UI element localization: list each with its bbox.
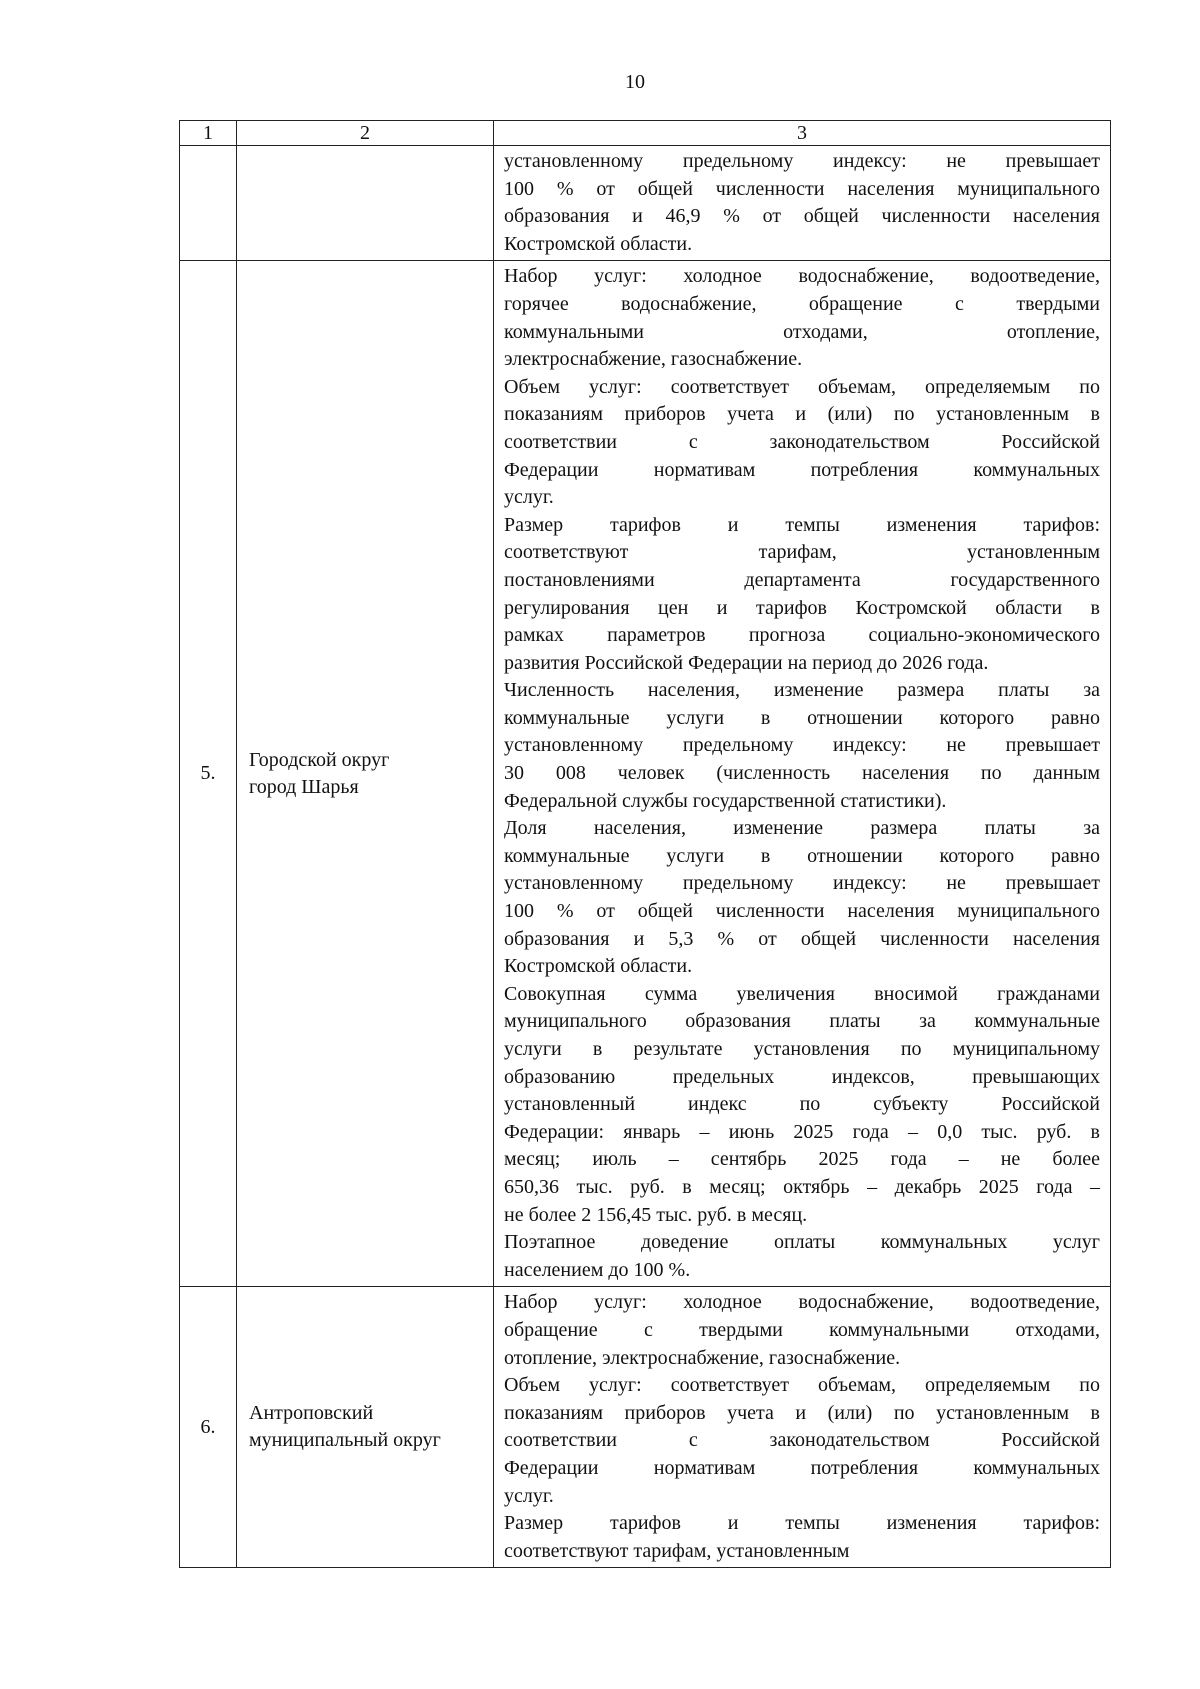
municipality-name bbox=[237, 146, 494, 261]
description-line: услуги в результате установления по муниципальному bbox=[504, 1038, 1100, 1060]
municipality-name-line: город Шарья bbox=[249, 775, 359, 798]
header-col-2: 2 bbox=[237, 121, 494, 146]
description-line: образованию предельных индексов, превышающих bbox=[504, 1065, 1100, 1088]
description-line: Объем услуг: соответствует объемам, определяемым по bbox=[504, 1374, 1100, 1397]
description-line: не более 2 156,45 тыс. руб. в месяц. bbox=[504, 1203, 808, 1226]
table-row bbox=[180, 261, 1111, 1287]
description-line: 650,36 тыс. руб. в месяц; октябрь – декабрь 2025 года – bbox=[504, 1175, 1100, 1198]
table-row bbox=[180, 1287, 1111, 1568]
description-line: Федерации: январь – июнь 2025 года – 0,0 тыс. руб. в bbox=[504, 1120, 1100, 1143]
row-number: 5. bbox=[180, 261, 237, 1287]
description-line: Объем услуг: соответствует объемам, определяемым по bbox=[504, 375, 1100, 398]
row-number: 6. bbox=[180, 1287, 237, 1568]
row-number bbox=[180, 146, 237, 261]
description-line: коммунальные услуги в отношении которого равно bbox=[504, 706, 1100, 729]
description-line: Численность населения, изменение размера платы за bbox=[504, 679, 1100, 702]
table-header-row bbox=[180, 121, 1111, 146]
description-line: услуг. bbox=[504, 486, 554, 509]
description-line: 100 % от общей численности населения муниципального bbox=[504, 177, 1100, 200]
description-line: Набор услуг: холодное водоснабжение, водоотведение, bbox=[504, 1291, 1100, 1314]
description-line: развития Российской Федерации на период до 2026 года. bbox=[504, 651, 989, 674]
description-line: коммунальными отходами, отопление, bbox=[504, 320, 1100, 343]
header-col-3: 3 bbox=[494, 121, 1111, 146]
description-line: 100 % от общей численности населения муниципального bbox=[504, 900, 1100, 923]
description-line: муниципального образования платы за коммунальные bbox=[504, 1010, 1100, 1033]
municipality-name bbox=[237, 261, 494, 1287]
description-line: соответствуют тарифам, установленным bbox=[504, 541, 1100, 564]
description-line: образования и 46,9 % от общей численности населения bbox=[504, 205, 1100, 228]
description-line: населением до 100 %. bbox=[504, 1258, 691, 1281]
description-line: горячее водоснабжение, обращение с твердыми bbox=[504, 292, 1100, 315]
description-line: соответствуют тарифам, установленным bbox=[504, 1539, 850, 1562]
municipality-name-line: Городской округ bbox=[249, 748, 390, 771]
page-number: 10 bbox=[625, 71, 645, 93]
description-line: услуг. bbox=[504, 1484, 554, 1507]
description-line: Доля населения, изменение размера платы за bbox=[504, 817, 1100, 840]
description-line: месяц; июль – сентябрь 2025 года – не более bbox=[504, 1148, 1100, 1171]
document-table bbox=[179, 120, 1111, 1568]
municipality-name bbox=[237, 1287, 494, 1568]
description-line: Костромской области. bbox=[504, 232, 693, 255]
municipality-name-line: Антроповский bbox=[249, 1402, 374, 1425]
description-line: постановлениями департамента государственного bbox=[504, 568, 1100, 591]
description-line: образования и 5,3 % от общей численности населения bbox=[504, 927, 1100, 950]
description-line: установленному предельному индексу: не превышает bbox=[504, 150, 1100, 172]
description-cell bbox=[494, 1287, 1111, 1568]
description-line: Поэтапное доведение оплаты коммунальных услуг bbox=[504, 1231, 1100, 1254]
description-line: регулирования цен и тарифов Костромской области в bbox=[504, 596, 1100, 619]
municipality-name-line: муниципальный округ bbox=[249, 1429, 441, 1452]
description-line: установленному предельному индексу: не превышает bbox=[504, 734, 1100, 757]
description-line: коммунальные услуги в отношении которого равно bbox=[504, 844, 1100, 867]
table-row bbox=[180, 146, 1111, 261]
description-line: отопление, электроснабжение, газоснабжение. bbox=[504, 1346, 901, 1369]
description-line: Размер тарифов и темпы изменения тарифов: bbox=[504, 513, 1100, 536]
description-line: Федерации нормативам потребления коммунальных bbox=[504, 458, 1100, 481]
description-line: соответствии с законодательством Российской bbox=[504, 430, 1100, 453]
description-line: обращение с твердыми коммунальными отходами, bbox=[504, 1318, 1100, 1341]
description-line: соответствии с законодательством Российской bbox=[504, 1429, 1100, 1452]
description-line: 30 008 человек (численность населения по данным bbox=[504, 762, 1100, 785]
description-line: Костромской области. bbox=[504, 955, 693, 978]
description-line: Федерации нормативам потребления коммунальных bbox=[504, 1456, 1100, 1479]
description-line: показаниям приборов учета и (или) по установленным в bbox=[504, 1401, 1100, 1424]
description-line: электроснабжение, газоснабжение. bbox=[504, 348, 803, 371]
description-line: показаниям приборов учета и (или) по установленным в bbox=[504, 403, 1100, 426]
description-line: Совокупная сумма увеличения вносимой гражданами bbox=[504, 982, 1100, 1005]
description-line: Размер тарифов и темпы изменения тарифов: bbox=[504, 1512, 1100, 1535]
header-col-1: 1 bbox=[180, 121, 237, 146]
description-cell bbox=[494, 261, 1111, 1287]
description-line: установленный индекс по субъекту Российской bbox=[504, 1093, 1100, 1116]
description-line: Федеральной службы государственной статистики). bbox=[504, 789, 947, 812]
description-line: рамках параметров прогноза социально-экономического bbox=[504, 624, 1100, 647]
description-line: Набор услуг: холодное водоснабжение, водоотведение, bbox=[504, 265, 1100, 288]
description-line: установленному предельному индексу: не превышает bbox=[504, 872, 1100, 895]
description-cell bbox=[494, 146, 1111, 261]
